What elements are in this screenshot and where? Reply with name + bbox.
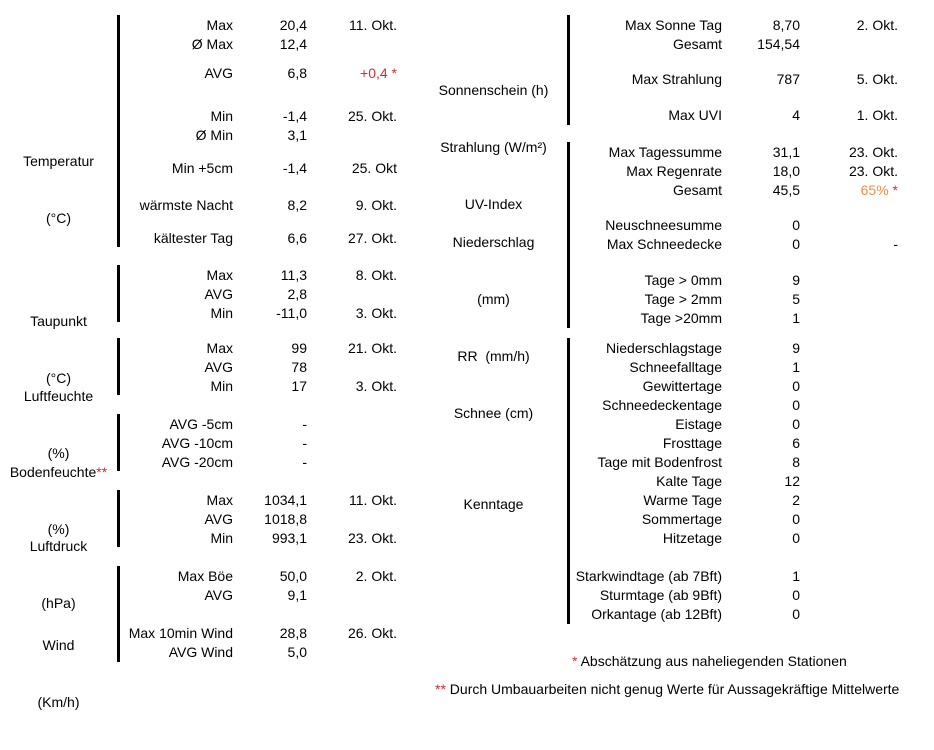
category-line: RR (mm/h): [457, 348, 530, 364]
table-row: [570, 235, 898, 254]
row-label: AVG: [204, 510, 233, 527]
row-date: 9. Okt.: [355, 196, 397, 213]
row-label: Max Regenrate: [626, 162, 722, 179]
row-value: 6,8: [287, 65, 307, 81]
category-line: Taupunkt: [30, 313, 87, 329]
category-text: Bodenfeuchte: [9, 464, 97, 480]
category-unit: (°C): [45, 370, 72, 386]
row-value: 993,1: [271, 529, 307, 546]
row-value: -1,4: [282, 108, 307, 124]
category-unit: (hPa): [41, 595, 76, 611]
category-line: Schnee (cm): [453, 405, 534, 421]
table-row: [120, 566, 397, 585]
section-rows: [120, 566, 397, 662]
section-rows: [120, 338, 397, 395]
row-value: 0: [792, 415, 800, 432]
row-value: 1034,1: [264, 491, 307, 508]
row-label: Gesamt: [672, 181, 722, 198]
table-row: [120, 265, 397, 284]
category-line: Kenntage: [463, 496, 524, 512]
row-label: Schneefalltage: [629, 358, 722, 375]
row-label: AVG -20cm: [161, 453, 233, 470]
row-label: Hitzetage: [662, 529, 722, 546]
table-row: [120, 158, 397, 177]
row-label: Max Strahlung: [631, 71, 722, 87]
row-value: 78: [291, 358, 307, 375]
table-row: [120, 433, 397, 452]
section-wind: [117, 566, 397, 662]
table-row: [570, 376, 898, 395]
row-value: 787: [776, 71, 800, 87]
table-row: [120, 195, 397, 214]
category-line: [0, 463, 117, 482]
row-label: Niederschlagstage: [606, 339, 722, 356]
category-line: (mm): [477, 291, 510, 307]
table-row: [120, 303, 397, 322]
table-row: [120, 643, 397, 662]
table-row: [120, 357, 397, 376]
footnote-1: [572, 652, 847, 671]
table-row: [570, 216, 898, 235]
section-rows: [570, 338, 898, 624]
row-value: 0: [792, 587, 800, 603]
row-label: Starkwindtage (ab 7Bft): [575, 568, 722, 584]
row-label: Ø Min: [195, 127, 233, 143]
table-row: [120, 509, 397, 528]
row-value: 9: [792, 272, 800, 288]
table-row: [120, 585, 397, 604]
section-niederschlag: [567, 142, 898, 328]
section-luftdruck: [117, 490, 397, 547]
category-unit: (%): [47, 521, 70, 537]
row-value: 5: [792, 291, 800, 307]
table-row: [570, 357, 898, 376]
category-kenntage: [420, 457, 567, 552]
row-value: 9,1: [287, 586, 307, 603]
row-label: Min: [210, 529, 233, 546]
row-label: AVG -5cm: [169, 415, 233, 432]
footnote-marker: *: [572, 653, 578, 669]
table-row: [570, 309, 898, 328]
section-sonnenschein: [567, 15, 898, 125]
section-rows: [120, 490, 397, 547]
table-row: [570, 180, 898, 199]
row-label: Gesamt: [672, 35, 722, 52]
table-row: [120, 34, 397, 53]
row-value: -: [302, 453, 307, 470]
table-row: [570, 528, 898, 547]
row-date: 3. Okt.: [355, 377, 397, 394]
row-date: 23. Okt.: [848, 162, 898, 179]
row-date-percent: [800, 182, 898, 198]
category-line: Luftdruck: [29, 538, 88, 554]
table-row: [120, 338, 397, 357]
row-value: 5,0: [287, 644, 307, 660]
footnote-marker-ref: *: [888, 181, 898, 198]
row-label: Warme Tage: [643, 491, 722, 508]
row-value: 28,8: [279, 625, 307, 641]
table-row: [570, 433, 898, 452]
row-label: Gewittertage: [642, 377, 722, 394]
table-row: [570, 509, 898, 528]
row-value: 8,2: [287, 196, 307, 213]
row-label: Max Sonne Tag: [624, 16, 722, 33]
row-value: 1: [792, 568, 800, 584]
row-value: 1018,8: [264, 510, 307, 527]
table-row: [570, 605, 898, 624]
row-label: Frosttage: [662, 434, 722, 451]
table-row: [570, 161, 898, 180]
row-value: 18,0: [772, 162, 800, 179]
row-value: -1,4: [282, 159, 307, 176]
row-date: 21. Okt.: [347, 339, 397, 356]
percent-of-normal: 65%: [860, 181, 889, 198]
row-value: 9: [792, 339, 800, 356]
row-value: 6: [792, 434, 800, 451]
row-value: 11,3: [280, 266, 307, 283]
row-date: 1. Okt.: [856, 107, 898, 123]
row-date: 5. Okt.: [856, 71, 898, 87]
row-label: Schneedeckentage: [602, 396, 722, 413]
row-date-anomaly: +0,4 *: [360, 65, 397, 81]
section-rows: [570, 15, 898, 125]
row-value: 45,5: [772, 181, 800, 198]
footnote-text: Durch Umbauarbeiten nicht genug Werte für Aussagekräftige Mittelwerte: [445, 681, 900, 697]
table-row: [120, 490, 397, 509]
category-line: Strahlung (W/m²): [440, 139, 547, 155]
row-value: 6,6: [287, 229, 307, 246]
row-value: 2: [792, 491, 800, 508]
category-line: Sonnenschein (h): [438, 82, 549, 98]
row-value: 12: [784, 472, 800, 489]
section-rows: [570, 142, 898, 328]
category-unit: (°C): [45, 210, 72, 226]
row-value: 0: [792, 396, 800, 413]
category-wind: [0, 598, 117, 750]
row-value: 50,0: [279, 567, 307, 584]
row-label: AVG: [204, 586, 233, 603]
row-value: 20,4: [279, 16, 307, 33]
row-label: Min: [210, 377, 233, 394]
table-row: [120, 452, 397, 471]
row-value: 31,1: [772, 143, 800, 160]
section-temperatur: [117, 15, 397, 247]
row-label: Max Böe: [177, 567, 233, 584]
category-line: Niederschlag: [452, 234, 535, 250]
table-row: [570, 34, 898, 53]
row-value: -: [302, 434, 307, 451]
table-row: [570, 471, 898, 490]
section-rows: [120, 15, 397, 247]
row-label: Min: [210, 108, 233, 124]
row-value: 154,54: [757, 35, 800, 52]
row-label: Min: [210, 304, 233, 321]
row-date: 8. Okt.: [355, 266, 397, 283]
table-row: [570, 70, 898, 89]
row-value: 1: [792, 310, 800, 326]
row-label: Tage > 0mm: [644, 272, 722, 288]
table-row: [570, 567, 898, 586]
table-row: [120, 15, 397, 34]
row-value: 17: [291, 377, 307, 394]
section-rows: [120, 414, 397, 471]
category-niederschlag: [420, 195, 567, 461]
row-date: 3. Okt.: [355, 304, 397, 321]
row-label: AVG: [204, 358, 233, 375]
category-line: Temperatur: [23, 153, 94, 169]
table-row: [570, 106, 898, 125]
row-label: AVG: [204, 285, 233, 302]
row-value: 2,8: [287, 285, 307, 302]
row-label: Neuschneesumme: [605, 217, 722, 233]
category-line: UV-Index: [464, 196, 523, 212]
category-line: Luftfeuchte: [23, 388, 94, 404]
row-label: Max Tagessumme: [608, 143, 722, 160]
row-label: Max 10min Wind: [128, 625, 233, 641]
table-row: [570, 586, 898, 605]
section-taupunkt: [117, 265, 397, 322]
row-date: 11. Okt.: [349, 491, 397, 508]
row-label: Min +5cm: [171, 159, 233, 176]
table-row: [570, 271, 898, 290]
row-label: wärmste Nacht: [139, 196, 233, 213]
table-row: [120, 414, 397, 433]
row-label: Sturmtage (ab 9Bft): [599, 587, 722, 603]
row-value: 3,1: [287, 127, 307, 143]
row-value: 8,70: [772, 16, 800, 33]
section-luftfeuchte: [117, 338, 397, 395]
row-value: 1: [792, 358, 800, 375]
row-label: Sommertage: [641, 510, 722, 527]
table-row: [570, 338, 898, 357]
table-row: [570, 142, 898, 161]
row-value: 4: [792, 107, 800, 123]
row-date: 2. Okt.: [355, 567, 397, 584]
table-row: [570, 490, 898, 509]
row-label: Max: [206, 491, 233, 508]
row-value: 0: [792, 529, 800, 546]
table-row: [120, 107, 397, 126]
category-line: Wind: [42, 637, 75, 653]
row-label: Kalte Tage: [656, 472, 722, 489]
row-date: 27. Okt.: [347, 229, 397, 246]
row-label: AVG Wind: [168, 644, 233, 660]
row-value: 8: [792, 453, 800, 470]
row-label: Max: [206, 339, 233, 356]
table-row: [570, 452, 898, 471]
table-row: [120, 228, 397, 247]
row-date: -: [893, 236, 898, 252]
row-label: Max: [206, 266, 233, 283]
section-bodenfeuchte: [117, 414, 397, 471]
row-label: AVG -10cm: [161, 434, 233, 451]
row-value: -: [302, 415, 307, 432]
section-rows: [120, 265, 397, 322]
row-value: 0: [792, 606, 800, 622]
row-label: Max Schneedecke: [606, 236, 722, 252]
row-date: 23. Okt.: [848, 143, 898, 160]
row-value: 0: [792, 236, 800, 252]
category-unit: (%): [47, 445, 70, 461]
table-row: [120, 284, 397, 303]
category-unit: (Km/h): [37, 694, 80, 710]
row-value: 99: [291, 339, 307, 356]
row-label: Orkantage (ab 12Bft): [591, 606, 722, 622]
row-label: Tage mit Bodenfrost: [597, 453, 722, 470]
row-label: Eistage: [675, 415, 722, 432]
table-row: [120, 126, 397, 145]
row-label: AVG: [204, 65, 233, 81]
table-row: [120, 64, 397, 83]
table-row: [120, 624, 397, 643]
table-row: [120, 376, 397, 395]
row-label: Max UVI: [668, 107, 722, 123]
footnote-marker: **: [435, 681, 446, 697]
row-value: 0: [792, 217, 800, 233]
row-date: 11. Okt.: [349, 16, 397, 33]
row-date: 25. Okt: [351, 159, 397, 176]
table-row: [570, 290, 898, 309]
row-value: 0: [792, 510, 800, 527]
row-label: Max: [206, 16, 233, 33]
row-label: Tage > 2mm: [644, 291, 722, 307]
table-row: [120, 528, 397, 547]
row-label: kältester Tag: [153, 229, 233, 246]
table-row: [570, 15, 898, 34]
table-row: [570, 414, 898, 433]
section-kenntage: [567, 338, 898, 624]
category-temperatur: [0, 114, 117, 266]
row-date: 23. Okt.: [347, 529, 397, 546]
row-value: -11,0: [276, 304, 307, 321]
row-label: Ø Max: [191, 35, 233, 52]
footnote-marker-ref: **: [96, 464, 108, 480]
row-label: Tage >20mm: [640, 310, 722, 326]
row-date: 2. Okt.: [856, 16, 898, 33]
table-row: [570, 395, 898, 414]
row-date: 25. Okt.: [347, 108, 397, 124]
row-date: 26. Okt.: [347, 625, 397, 641]
footnote-text: Abschätzung aus naheliegenden Stationen: [577, 653, 847, 669]
footnote-2: [435, 680, 899, 699]
row-value: 12,4: [279, 35, 307, 52]
row-value: 0: [792, 377, 800, 394]
